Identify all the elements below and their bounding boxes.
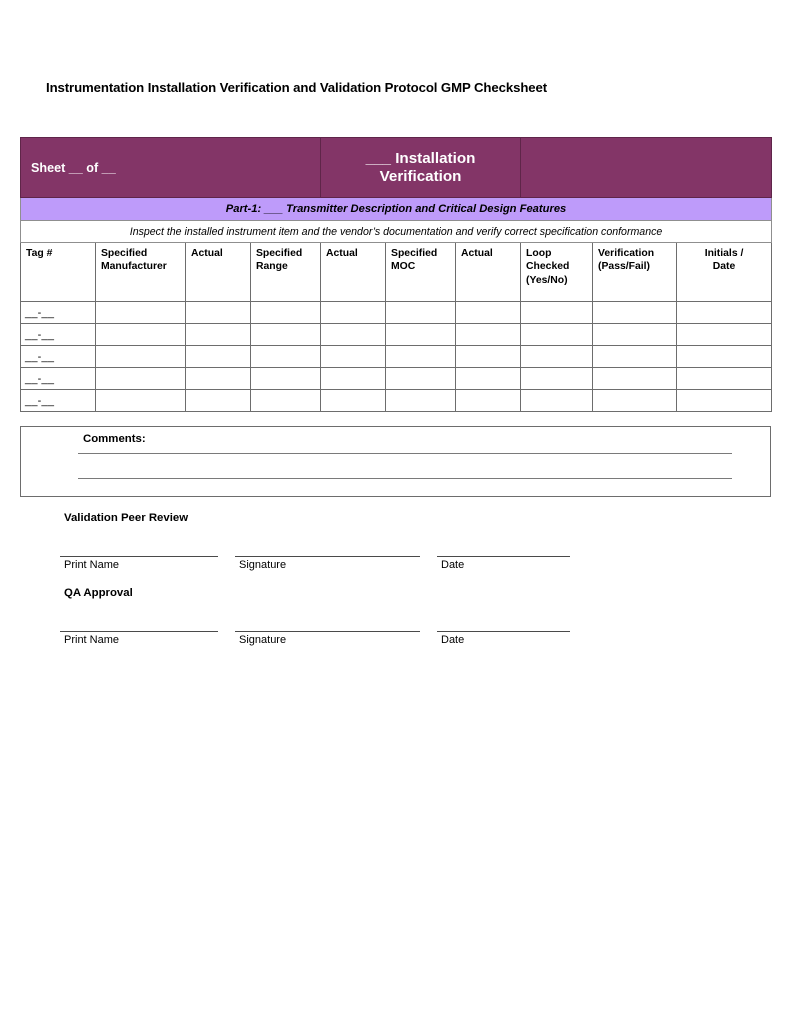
comments-write-line-1[interactable] bbox=[78, 453, 732, 454]
peer-date-line[interactable] bbox=[437, 556, 570, 557]
column-header-verification bbox=[593, 243, 677, 302]
verification-checksheet-table bbox=[20, 137, 772, 412]
cell-verification[interactable] bbox=[593, 390, 677, 412]
cell-actual-manufacturer[interactable] bbox=[186, 302, 251, 324]
cell-actual-moc[interactable] bbox=[456, 346, 521, 368]
comments-label: Comments: bbox=[83, 433, 146, 445]
table-row[interactable] bbox=[21, 302, 772, 324]
cell-specified-range[interactable] bbox=[251, 368, 321, 390]
column-header-specified-range bbox=[251, 243, 321, 302]
peer-signature-line[interactable] bbox=[235, 556, 420, 557]
qa-print-name-caption: Print Name bbox=[64, 634, 120, 646]
column-header-specified-manufacturer-line-1: Specified bbox=[101, 248, 148, 259]
column-header-initials-date-line-2: Date bbox=[712, 261, 736, 273]
column-header-initials-date-line-1: Initials / bbox=[704, 248, 744, 259]
installation-verification-line-2: Verification bbox=[379, 167, 462, 185]
cell-specified-range[interactable] bbox=[251, 346, 321, 368]
cell-specified-manufacturer[interactable] bbox=[96, 368, 186, 390]
cell-loop-checked[interactable] bbox=[521, 346, 593, 368]
cell-actual-range[interactable] bbox=[321, 368, 386, 390]
comments-write-line-2[interactable] bbox=[78, 478, 732, 479]
peer-print-name-caption: Print Name bbox=[64, 559, 120, 571]
page-title: Instrumentation Installation Verification and Validation Protocol GMP Checksheet bbox=[46, 80, 548, 95]
cell-loop-checked[interactable] bbox=[521, 368, 593, 390]
column-header-specified-manufacturer-line-2: Manufacturer bbox=[101, 261, 167, 273]
sheet-number-cell: Sheet __ of __ bbox=[21, 138, 321, 198]
validation-peer-review-heading: Validation Peer Review bbox=[64, 512, 189, 524]
cell-specified-moc[interactable] bbox=[386, 302, 456, 324]
column-header-actual-moc-label: Actual bbox=[461, 248, 493, 259]
cell-initials-date[interactable] bbox=[677, 324, 772, 346]
cell-loop-checked[interactable] bbox=[521, 390, 593, 412]
cell-specified-manufacturer[interactable] bbox=[96, 324, 186, 346]
cell-actual-manufacturer[interactable] bbox=[186, 324, 251, 346]
qa-signature-caption: Signature bbox=[239, 634, 287, 646]
cell-actual-range[interactable] bbox=[321, 324, 386, 346]
cell-actual-manufacturer[interactable] bbox=[186, 346, 251, 368]
part-1-banner-text: Part-1: ___ Transmitter Description and Critical Design Features bbox=[21, 198, 772, 221]
cell-specified-manufacturer[interactable] bbox=[96, 390, 186, 412]
cell-actual-moc[interactable] bbox=[456, 390, 521, 412]
column-header-specified-moc-line-2: MOC bbox=[391, 261, 416, 273]
table-row[interactable] bbox=[21, 390, 772, 412]
cell-initials-date[interactable] bbox=[677, 302, 772, 324]
cell-actual-manufacturer[interactable] bbox=[186, 368, 251, 390]
cell-specified-range[interactable] bbox=[251, 390, 321, 412]
banner-blank-cell bbox=[521, 138, 772, 198]
cell-tag[interactable]: __-__ bbox=[21, 346, 96, 368]
cell-specified-moc[interactable] bbox=[386, 324, 456, 346]
cell-initials-date[interactable] bbox=[677, 390, 772, 412]
cell-specified-manufacturer[interactable] bbox=[96, 346, 186, 368]
cell-actual-moc[interactable] bbox=[456, 368, 521, 390]
peer-date-caption: Date bbox=[441, 559, 465, 571]
column-header-specified-manufacturer bbox=[96, 243, 186, 302]
cell-tag[interactable]: __-__ bbox=[21, 302, 96, 324]
cell-specified-moc[interactable] bbox=[386, 390, 456, 412]
column-header-actual-range bbox=[321, 243, 386, 302]
installation-verification-line-1: ___ Installation bbox=[365, 149, 476, 167]
column-header-actual-moc bbox=[456, 243, 521, 302]
cell-loop-checked[interactable] bbox=[521, 324, 593, 346]
column-header-specified-range-line-1: Specified bbox=[256, 248, 303, 259]
peer-signature-caption: Signature bbox=[239, 559, 287, 571]
qa-signature-line[interactable] bbox=[235, 631, 420, 632]
table-column-header-row bbox=[21, 243, 772, 302]
cell-tag[interactable]: __-__ bbox=[21, 390, 96, 412]
column-header-verification-line-1: Verification bbox=[598, 248, 655, 259]
column-header-initials-date bbox=[677, 243, 772, 302]
part-1-banner-row bbox=[21, 198, 772, 221]
qa-approval-heading: QA Approval bbox=[64, 587, 133, 599]
column-header-tag bbox=[21, 243, 96, 302]
column-header-loop-checked bbox=[521, 243, 593, 302]
installation-verification-title-cell bbox=[321, 138, 521, 198]
cell-actual-range[interactable] bbox=[321, 390, 386, 412]
column-header-specified-range-line-2: Range bbox=[256, 261, 288, 273]
column-header-specified-moc bbox=[386, 243, 456, 302]
column-header-actual-manufacturer bbox=[186, 243, 251, 302]
instruction-text: Inspect the installed instrument item and the vendor’s documentation and verify correct specification conformance bbox=[21, 221, 772, 243]
cell-verification[interactable] bbox=[593, 324, 677, 346]
qa-date-line[interactable] bbox=[437, 631, 570, 632]
column-header-loop-checked-line-2: Checked bbox=[526, 261, 570, 273]
table-row[interactable] bbox=[21, 368, 772, 390]
cell-specified-manufacturer[interactable] bbox=[96, 302, 186, 324]
cell-specified-range[interactable] bbox=[251, 302, 321, 324]
table-row[interactable] bbox=[21, 324, 772, 346]
column-header-loop-checked-line-3: (Yes/No) bbox=[526, 274, 568, 286]
column-header-tag-label: Tag # bbox=[26, 248, 53, 259]
column-header-verification-line-2: (Pass/Fail) bbox=[598, 261, 651, 273]
cell-tag[interactable]: __-__ bbox=[21, 324, 96, 346]
column-header-loop-checked-line-1: Loop bbox=[526, 248, 552, 259]
cell-loop-checked[interactable] bbox=[521, 302, 593, 324]
cell-verification[interactable] bbox=[593, 368, 677, 390]
table-row[interactable] bbox=[21, 346, 772, 368]
cell-initials-date[interactable] bbox=[677, 346, 772, 368]
banner-header-row bbox=[21, 138, 772, 198]
cell-actual-moc[interactable] bbox=[456, 324, 521, 346]
cell-specified-moc[interactable] bbox=[386, 368, 456, 390]
column-header-actual-manufacturer-label: Actual bbox=[191, 248, 223, 259]
column-header-actual-range-label: Actual bbox=[326, 248, 358, 259]
cell-verification[interactable] bbox=[593, 302, 677, 324]
column-header-specified-moc-line-1: Specified bbox=[391, 248, 438, 259]
cell-actual-range[interactable] bbox=[321, 302, 386, 324]
cell-initials-date[interactable] bbox=[677, 368, 772, 390]
cell-tag[interactable]: __-__ bbox=[21, 368, 96, 390]
peer-print-name-line[interactable] bbox=[60, 556, 218, 557]
instruction-row bbox=[21, 221, 772, 243]
cell-actual-range[interactable] bbox=[321, 346, 386, 368]
qa-print-name-line[interactable] bbox=[60, 631, 218, 632]
cell-actual-moc[interactable] bbox=[456, 302, 521, 324]
cell-specified-moc[interactable] bbox=[386, 346, 456, 368]
qa-date-caption: Date bbox=[441, 634, 465, 646]
comments-box[interactable] bbox=[20, 426, 771, 497]
cell-actual-manufacturer[interactable] bbox=[186, 390, 251, 412]
cell-verification[interactable] bbox=[593, 346, 677, 368]
cell-specified-range[interactable] bbox=[251, 324, 321, 346]
